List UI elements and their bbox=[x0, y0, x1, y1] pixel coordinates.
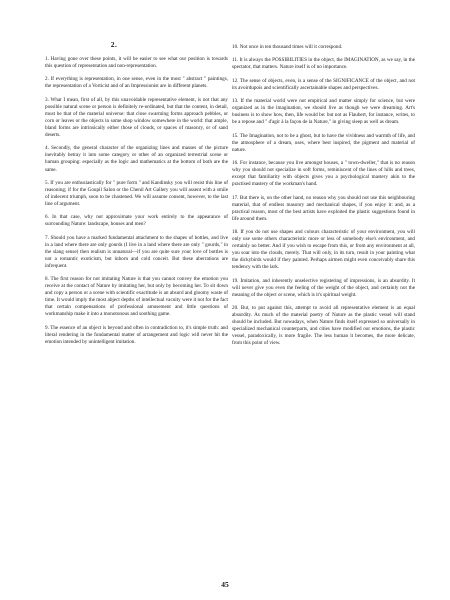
paragraph-18: 18. If you do not use shapes and colours characteristic of your environment, you will only use some others characteristic more or less of somebody else's environment, and certainly no better. And if you wish to escape from this, or from any environment at all, you soar into the clouds, merely. That will only, in its turn, result in your painting what the dickybirds would if they painted. Perhaps airmen might even conceivably share this tendency with the lark. bbox=[232, 229, 415, 271]
paragraph-16: 16. For instance, because you live amongst houses, a " town-dweller," that is no reason why you should not specialize in soft forms, reminiscent of the lines of hills and trees, except that familiarity with objects gives you a psychological mastery akin to the practised mastery of the workman's hand. bbox=[232, 160, 415, 188]
paragraph-2: 2. If everything is representation, in one sense, even in the most " abstract " paintings, the representation of a Vorticist and of an Impressionist are in different planets. bbox=[45, 76, 228, 90]
paragraph-8: 8. The first reason for not imitating Nature is that you cannot convey the emotion you receive at the contact of Nature by imitating her, but only by becoming her. To sit down and copy a person or a scene with scientific exactitude is an absurd and gloomy waste of time. It would imply the most abject depths of intellectual vacuity were it not for the fact that certain compensations of professional amusement and little questions of workmanship make it into a monotonous and soothing game. bbox=[45, 276, 228, 318]
paragraph-11: 11. It is always the POSSIBILITIES in the object, the IMAGINATION, as we say, in the spectator, that matters. Nature itself is of no importance. bbox=[232, 57, 415, 71]
left-column bbox=[45, 42, 228, 352]
paragraph-7: 7. Should you have a marked fundamental attachment to the shapes of bottles, and live in a land where there are only gourds (I live in a land where there are only " gourds," in the slang sense) then realism is unnatural—if you are quite sure your love of bottles is not a romantic exoticism, but inborn and cold conceit. But these aberrations are infrequent. bbox=[45, 234, 228, 269]
paragraph-13: 13. If the material world were not empirical and matter simply for science, but were organized as in the imagination, we should live as though we were dreaming. Art's business is to show how, then, life would be: but not as Flaubert, for instance, writes, to be a repose and " d'agir à la façon de la Nature," in giving sleep as well as dream. bbox=[232, 98, 415, 126]
paragraph-9: 9. The essence of an object is beyond and often in contradiction to, it's simple truth: and literal rendering in the fundamental matter of arrangement and logic will never hit the emotion intended by unintelligent imitation. bbox=[45, 324, 228, 345]
paragraph-17: 17. But there is, on the other hand, no reason why you should not use this neighbouring material, that of endless masonry and mechanical shapes, if you enjoy it: and, as a practical reason, most of the best artists have exploited the plastic suggestions found in life around them. bbox=[232, 194, 415, 222]
paragraph-5: 5. If you are enthusiastically for " pure form " and Kandinsky you will resist this line of reasoning; if for the Goupil Salon or the Chenil Art Gallery you will assent with a smile of indecent triumph, soon to be chastened. We will assume consent, however, to the last line of argument. bbox=[45, 179, 228, 207]
section-mark: 2. bbox=[110, 40, 118, 49]
paragraph-12: 12. The sense of objects, even, is a sense of the SIGNIFICANCE of the object, and not its avoirdupois and scientifically ascertainable shapes and perspectives. bbox=[232, 77, 415, 91]
paragraph-10: 10. Not once in ten thousand times will it correspond. bbox=[232, 44, 343, 50]
paragraph-3: 3. What I mean, first of all, by this unavoidable representative element, is not that any possible natural scene or person is definitely re-ordinated, but that the content, in detail, must be that of the material universe: that close swarming forms approach pebbles, or corn or leaves or the objects in some shop window somewhere in the world: that ample, bland forms are intrinsically either those of clouds, or spaces of masonry, or of sand deserts. bbox=[45, 96, 228, 139]
paragraph-19: 19. Imitation, and inherently unselective registering of impressions, is an absurdity. It will never give you even the feeling of the weight of the object, and certainly not the meaning of the object or scene, which is it's spiritual weight. bbox=[232, 277, 415, 298]
paragraph-20: 20. But, to put against this, attempt to avoid all representative element is an equal absurdity. As much of the material poetry of Nature as the plastic vessel will stand should be included. But nowadays, when Nature finds itself expressed so universally in specialized mechanical counterparts, and cities have modified our emotions, the plastic vessel, paradoxically, is more fragile. The less human it becomes, the more delicate, from this point of view. bbox=[232, 305, 415, 347]
paragraph-15: 15. The Imagination, not to be a ghost, but to have the vividness and warmth of life, and the atmosphere of a dream, uses, where best inspired, the pigment and material of nature. bbox=[232, 132, 415, 153]
paragraph-6: 6. In that case, why not approximate your work entirely to the appearance of surrounding Nature: landscape, houses and men? bbox=[45, 214, 228, 228]
paragraph-1: 1. Having gone over these points, it will be easier to see what our position is towards this question of representation and non-representation. bbox=[45, 56, 228, 70]
paragraph-4: 4. Secondly, the general character of the organizing lines and masses of the picture inevitably betray it into some category or other of an organized terrestrial scene or human grouping: especially as the logic and mathematics at the bottom of both are the same. bbox=[45, 145, 228, 173]
right-column bbox=[232, 42, 415, 354]
page-number: 45 bbox=[221, 580, 229, 589]
